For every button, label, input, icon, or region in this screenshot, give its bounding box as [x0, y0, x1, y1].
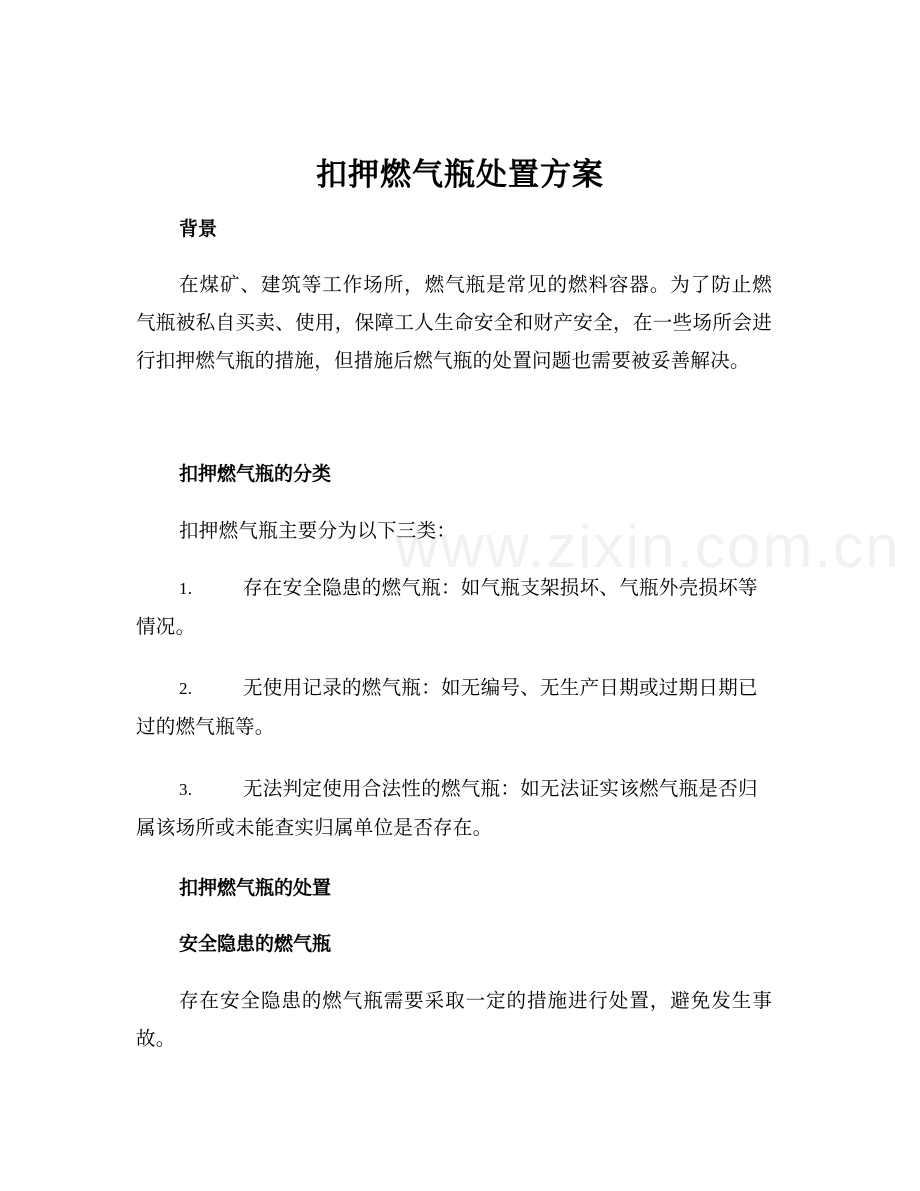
list-item [136, 669, 772, 746]
list-item-text: 存在安全隐患的燃气瓶：如气瓶支架损坏、气瓶外壳损坏等情况。 [136, 576, 758, 638]
heading-background: 背景 [179, 218, 218, 240]
heading-classification: 扣押燃气瓶的分类 [179, 463, 332, 485]
subheading-safety-hazard: 安全隐患的燃气瓶 [179, 933, 332, 955]
classification-intro: 扣押燃气瓶主要分为以下三类： [179, 519, 457, 542]
list-item-number: 2. [179, 679, 193, 698]
watermark: www.zixin.com.cn [395, 513, 901, 580]
background-paragraph: 在煤矿、建筑等工作场所，燃气瓶是常见的燃料容器。为了防止燃气瓶被私自买卖、使用，保障工人生命安全和财产安全，在一些场所会进行扣押燃气瓶的措施，但措施后燃气瓶的处置问题也需要被妥善解决。 [136, 273, 772, 372]
list-item-text: 无法判定使用合法性的燃气瓶：如无法证实该燃气瓶是否归属该场所或未能查实归属单位是否存在。 [136, 777, 758, 839]
list-item [136, 770, 772, 847]
list-item-number: 3. [179, 780, 193, 799]
heading-disposal: 扣押燃气瓶的处置 [179, 877, 332, 899]
disposal-paragraph: 存在安全隐患的燃气瓶需要采取一定的措施进行处置，避免发生事故。 [136, 989, 772, 1050]
document-title: 扣押燃气瓶处置方案 [316, 157, 604, 193]
list-item-number: 1. [179, 579, 193, 598]
list-item-text: 无使用记录的燃气瓶：如无编号、无生产日期或过期日期已过的燃气瓶等。 [136, 676, 758, 738]
list-item [136, 569, 772, 646]
